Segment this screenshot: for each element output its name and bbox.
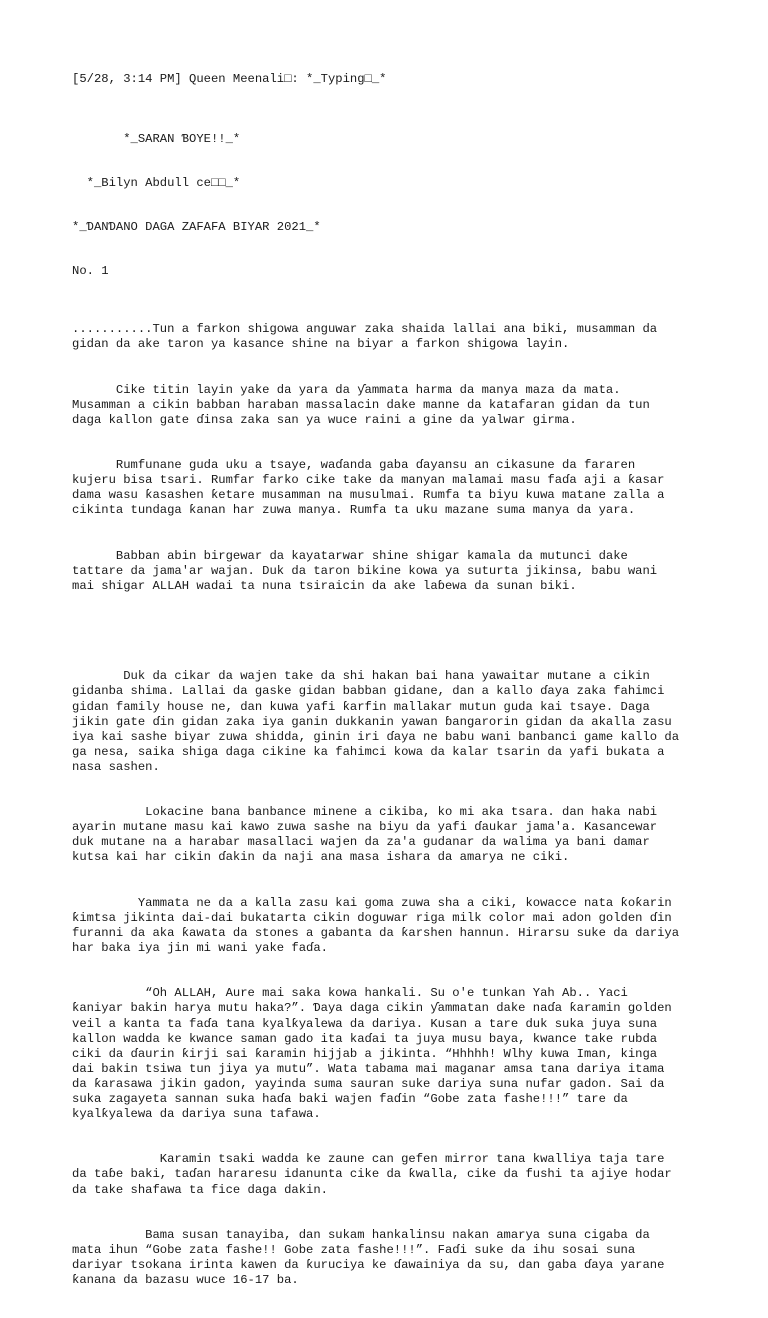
- paragraph: Lokacine bana banbance minene a cikiba, ko mi aka tsara. dan haka nabi ayarin mutane masu kai kawo zuwa sashe na biyu da yafi ɗaukar jama'a. Kasancewar duk mutane na a harabar masallaci wajen da za'a gudanar da walima ya bani damar kutsa kai har cikin ɗakin da naji ana masa ishara da amarya ne ciki.: [72, 805, 658, 865]
- story-body: [72, 292, 702, 1318]
- paragraph: Bama susan tanayiba, dan sukam hankalinsu nakan amarya suna cigaba da mata ihun “Gobe zata fashe!! Gobe zata fashe!!!”. Faɗi suke da ihu sosai suna dariyar tsokana irinta kawen da ƙuruciya ke ɗawainiya da su, dan gaba ɗaya yarane ƙanana da bazasu wuce 16-17 ba.: [72, 1227, 665, 1288]
- paragraph: Yammata ne da a kalla zasu kai goma zuwa sha a ciki, kowacce nata ƙoƙarin ƙimtsa jikinta dai-dai bukatarta cikin doguwar riga milk color mai adon golden ɗin furanni da aka ƙawata da stones a gabanta da ƙarshen hannun. Hirarsu suke da dariya har baka iya jin mi wani yake faɗa.: [72, 895, 680, 956]
- paragraph-gap: [72, 624, 702, 639]
- paragraph: Duk da cikar da wajen take da shi hakan bai hana yawaitar mutane a cikin gidanba shima. Lallai da gaske gidan babban gidane, dan a kallo ɗaya zaka fahimci gidan family house ne, dan kuwa yafi ƙarfin mallakar mutun guda kai tsaye. Daga jikin gate ɗin gidan zaka iya ganin dukkanin yawan ɓangarorin gidan da akalla zasu iya kai sashe biyar zuwa shidda, ginin iri ɗaya ne babu wani banbanci game kallo da ga nesa, saika shiga daga cikine ka fahimci kowa da kalar tsarin da yafi bukata a nasa sashen.: [72, 669, 680, 774]
- paragraph: Cike titin layin yake da yara da ƴammata harma da manya maza da mata. Musamman a cikin babban haraban massalacin dake manne da katafaran gidan da tun daga kallon gate ɗinsa zaka san ya wuce raini a gine da yalwar girma.: [72, 382, 650, 427]
- paragraph: Karamin tsaki wadda ke zaune can gefen mirror tana kwalliya taja tare da taɓe baki, taɗan hararesu idanunta cike da ƙwalla, cike da fushi ta ajiye hodar da take shafawa ta fice daga dakin.: [72, 1152, 672, 1197]
- paragraph: Babban abin birgewar da kayatarwar shine shigar kamala da mutunci dake tattare da jama'ar wajan. Duk da taron bikine kowa ya suturta jikinsa, babu wani mai shigar ALLAH wadai ta nuna tsiraicin da ake laɓewa da sunan biki.: [72, 548, 658, 593]
- chat-header-line: [5/28, 3:14 PM] Queen Meenali□: *_Typing□_*: [72, 72, 387, 86]
- paragraph: ...........Tun a farkon shigowa anguwar zaka shaida lallai ana biki, musamman da gidan da ake taron ya kasance shine na biyar a farkon shigowa layin.: [72, 322, 658, 352]
- paragraph: “Oh ALLAH, Aure mai saka kowa hankali. Su o'e tunkan Yah Ab.. Yaci ƙaniyar bakin harya mutu haka?”. Ɗaya daga cikin ƴammatan dake naɗa ƙaramin golden veil a kanta ta faɗa tana kyalƙyalewa da dariya. Kusan a tare duk suka juya suna kallon wadda ke kwance saman gado ita kaɗai ta juya musu baya, kwance take rubda ciki da ɗaurin ƙirji sai ƙaramin hijjab a jikinta. “Hhhhh! Wlhy kuwa Iman, kinga dai bakin tsiwa tun jiya ya mutu”. Wata tabama mai maganar amsa tana dariya itama da ƙarasawa jikin gadon, yayinda suma sauran suke dariya suna nufar gadon. Sai da suka zagayeta sannan suka haɗa baki wajen faɗin “Gobe zata fashe!!!” tare da kyalƙyalewa da dariya suna tafawa.: [72, 986, 672, 1122]
- story-author: *_Bilyn Abdull ce□□_*: [72, 176, 241, 190]
- series-title: *_ƊANƊANO DAGA ZAFAFA BIYAR 2021_*: [72, 220, 321, 234]
- story-title: *_SARAN ƁOYE!!_*: [72, 132, 241, 146]
- chapter-number: No. 1: [72, 264, 109, 278]
- paragraph: Rumfunane guda uku a tsaye, waɗanda gaba ɗayansu an cikasune da fararen kujeru bisa tsari. Rumfar farko cike take da manyan malamai masu faɗa aji a ƙasar dama wasu ƙasashen ƙetare musamman na musulmai. Rumfa ta biyu kuwa matane zalla a cikinta tundaga ƙanan har zuwa manya. Rumfa ta uku mazane suma manya da yara.: [72, 458, 665, 518]
